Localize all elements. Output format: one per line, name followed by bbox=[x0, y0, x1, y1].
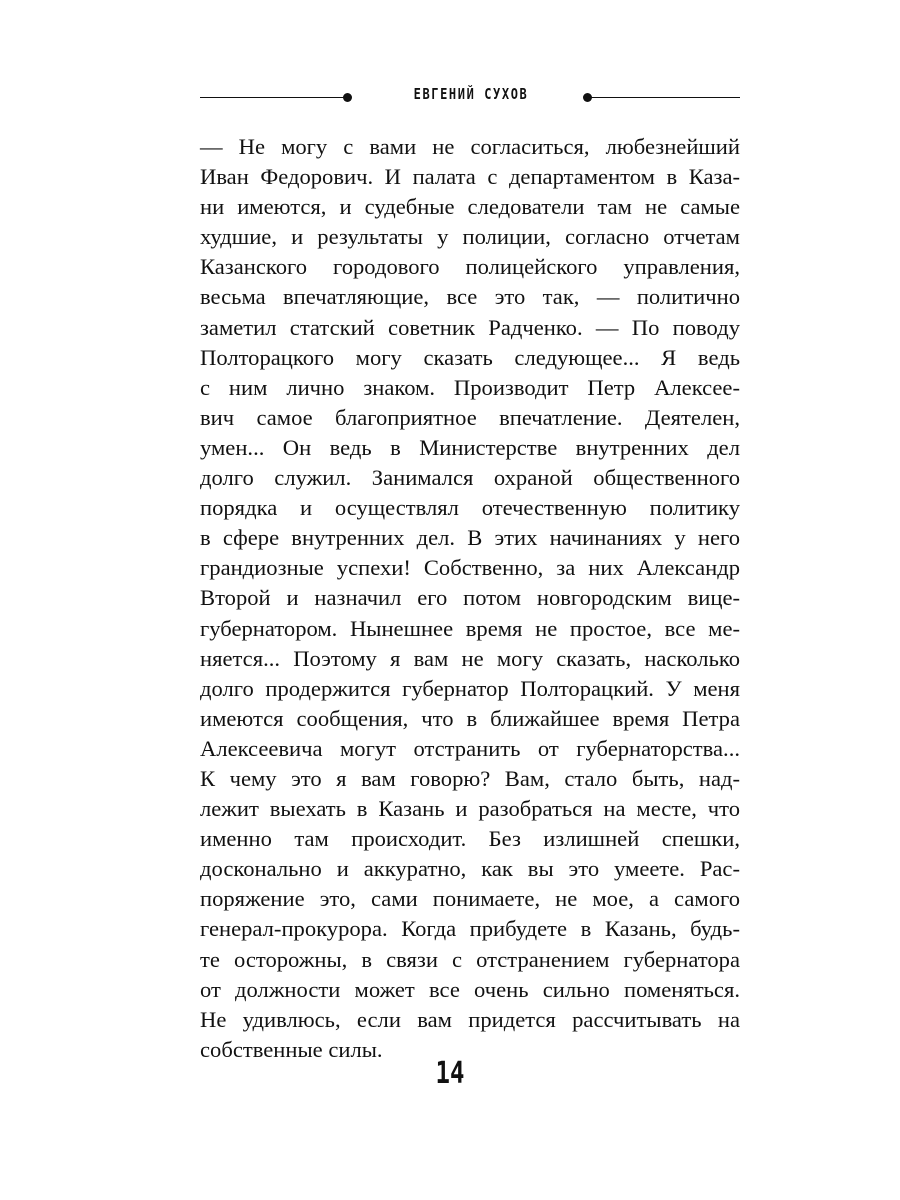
header-rule-right bbox=[586, 97, 740, 98]
text-line: генерал-прокурора. Когда прибудете в Казань, будь- bbox=[200, 916, 740, 942]
text-line: в сфере внутренних дел. В этих начинаниях у него bbox=[200, 525, 740, 551]
text-line: именно там происходит. Без излишней спешки, bbox=[200, 826, 740, 852]
text-line: Полторацкого могу сказать следующее... Я ведь bbox=[200, 344, 740, 370]
text-line: поряжение это, сами понимаете, не мое, а самого bbox=[200, 886, 740, 912]
text-line: долго служил. Занимался охраной общественного bbox=[200, 465, 740, 491]
text-line: Казанского городового полицейского управления, bbox=[200, 254, 740, 280]
text-line: худшие, и результаты у полиции, согласно отчетам bbox=[200, 224, 740, 250]
text-line: умен... Он ведь в Министерстве внутренних дел bbox=[200, 434, 740, 460]
text-line: досконально и аккуратно, как вы это умеете. Рас- bbox=[200, 856, 740, 882]
page-number: 14 bbox=[435, 1056, 465, 1091]
text-line: Алексеевича могут отстранить от губернаторства... bbox=[200, 735, 740, 761]
text-line: долго продержится губернатор Полторацкий. У меня bbox=[200, 675, 740, 701]
text-line: — Не могу с вами не согласиться, любезнейший bbox=[200, 134, 740, 159]
text-line: грандиозные успехи! Собственно, за них Александр bbox=[200, 555, 740, 581]
text-line: собственные силы. bbox=[200, 1036, 383, 1062]
text-line: вич самое благоприятное впечатление. Деятелен, bbox=[200, 404, 740, 430]
text-line: порядка и осуществлял отечественную политику bbox=[200, 495, 740, 521]
text-line: заметил статский советник Радченко. — По поводу bbox=[200, 314, 740, 340]
text-line: губернатором. Нынешнее время не простое, все ме- bbox=[200, 615, 740, 641]
text-line: ни имеются, и судебные следователи там не самые bbox=[200, 194, 740, 220]
text-line: К чему это я вам говорю? Вам, стало быть, над- bbox=[200, 765, 740, 791]
text-line: Иван Федорович. И палата с департаментом в Каза- bbox=[200, 164, 740, 190]
text-line: лежит выехать в Казань и разобраться на месте, что bbox=[200, 796, 740, 822]
text-line: с ним лично знаком. Производит Петр Алексее- bbox=[200, 374, 740, 400]
header-rule-left bbox=[200, 97, 346, 98]
text-line: весьма впечатляющие, все это так, — политично bbox=[200, 284, 740, 310]
body-text bbox=[200, 132, 740, 1065]
text-line: от должности может все очень сильно поменяться. bbox=[200, 976, 740, 1002]
text-line: няется... Поэтому я вам не могу сказать, насколько bbox=[200, 645, 740, 671]
author-name: ЕВГЕНИЙ СУХОВ bbox=[413, 85, 529, 103]
header-dot-left bbox=[343, 93, 352, 102]
text-line: те осторожны, в связи с отстранением губернатора bbox=[200, 946, 740, 972]
text-line: имеются сообщения, что в ближайшее время Петра bbox=[200, 705, 740, 731]
text-line: Не удивлюсь, если вам придется рассчитывать на bbox=[200, 1006, 740, 1032]
running-header bbox=[200, 82, 740, 112]
text-line: Второй и назначил его потом новгородским вице- bbox=[200, 585, 740, 611]
